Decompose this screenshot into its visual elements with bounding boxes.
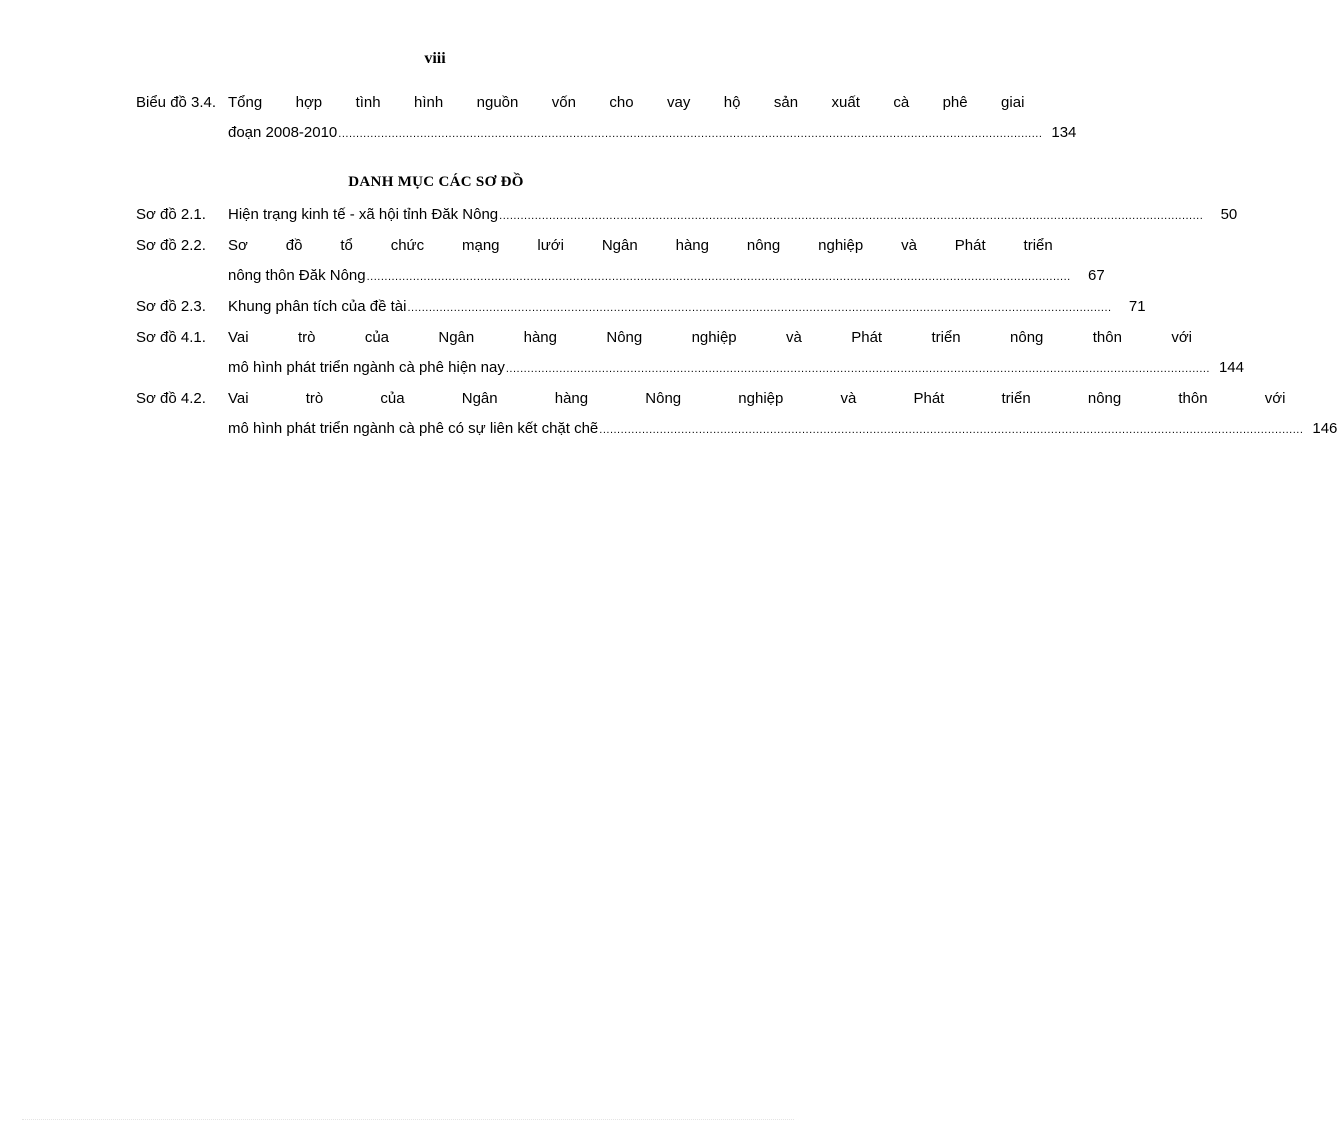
toc-entry[interactable] <box>136 384 1337 445</box>
entry-title: Hiện trạng kinh tế - xã hội tỉnh Đăk Nông <box>228 206 499 223</box>
dot-leader <box>367 262 1071 292</box>
entry-title-line1: Vai trò của Ngân hàng Nông nghiệp và Phát triển nông thôn với <box>228 329 1192 346</box>
entry-title-last-line <box>228 118 1076 149</box>
entry-title-line2: mô hình phát triển ngành cà phê hiện nay <box>228 359 505 376</box>
toc-entry[interactable] <box>136 292 1146 323</box>
entry-label: Sơ đồ 2.2. <box>136 237 206 254</box>
entry-title-line1: Tổng hợp tình hình nguồn vốn cho vay hộ sản xuất cà phê giai <box>228 94 1025 111</box>
page-number: viii <box>424 50 446 67</box>
entry-label: Sơ đồ 2.1. <box>136 206 206 223</box>
entry-title-last-line <box>228 292 1146 323</box>
dot-leader <box>338 119 1042 149</box>
entry-title-line1: Sơ đồ tổ chức mạng lưới Ngân hàng nông nghiệp và Phát triển <box>228 237 1053 254</box>
entry-page-number: 50 <box>1220 206 1238 223</box>
entry-title: Khung phân tích của đề tài <box>228 298 407 315</box>
diagrams-list <box>136 200 1337 445</box>
entry-page-number: 67 <box>1088 267 1105 284</box>
toc-entry[interactable] <box>136 200 1238 231</box>
entry-body <box>228 384 1337 445</box>
entry-title-last-line <box>228 261 1105 292</box>
entry-body <box>228 88 1076 149</box>
entry-body <box>228 292 1146 323</box>
entry-title-last-line <box>228 200 1237 231</box>
dot-leader <box>506 354 1210 384</box>
page-bottom-border <box>22 1119 794 1120</box>
dot-leader <box>407 293 1111 323</box>
entry-title-last-line <box>228 353 1244 384</box>
entry-label: Sơ đồ 4.1. <box>136 329 206 346</box>
charts-list <box>136 88 1077 149</box>
entry-title-line2: nông thôn Đăk Nông <box>228 267 366 284</box>
entry-title-last-line <box>228 414 1337 445</box>
entry-body <box>228 200 1237 231</box>
entry-page-number: 134 <box>1051 124 1077 141</box>
dot-leader <box>499 201 1203 231</box>
entry-title-line2: đoạn 2008-2010 <box>228 124 338 141</box>
entry-label: Sơ đồ 2.3. <box>136 298 206 315</box>
entry-page-number: 71 <box>1128 298 1146 315</box>
entry-label: Sơ đồ 4.2. <box>136 390 206 407</box>
entry-page-number: 146 <box>1312 420 1337 437</box>
entry-body <box>228 231 1105 292</box>
entry-body <box>228 323 1244 384</box>
toc-entry[interactable] <box>136 323 1244 384</box>
section-heading-diagrams: DANH MỤC CÁC SƠ ĐỒ <box>348 174 524 190</box>
dot-leader <box>599 415 1303 445</box>
toc-entry[interactable] <box>136 88 1077 149</box>
entry-label: Biểu đồ 3.4. <box>136 94 217 111</box>
toc-entry[interactable] <box>136 231 1105 292</box>
entry-page-number: 144 <box>1218 359 1244 376</box>
entry-title-line2: mô hình phát triển ngành cà phê có sự liên kết chặt chẽ <box>228 420 599 437</box>
entry-title-line1: Vai trò của Ngân hàng Nông nghiệp và Phát triển nông thôn với <box>228 390 1286 407</box>
